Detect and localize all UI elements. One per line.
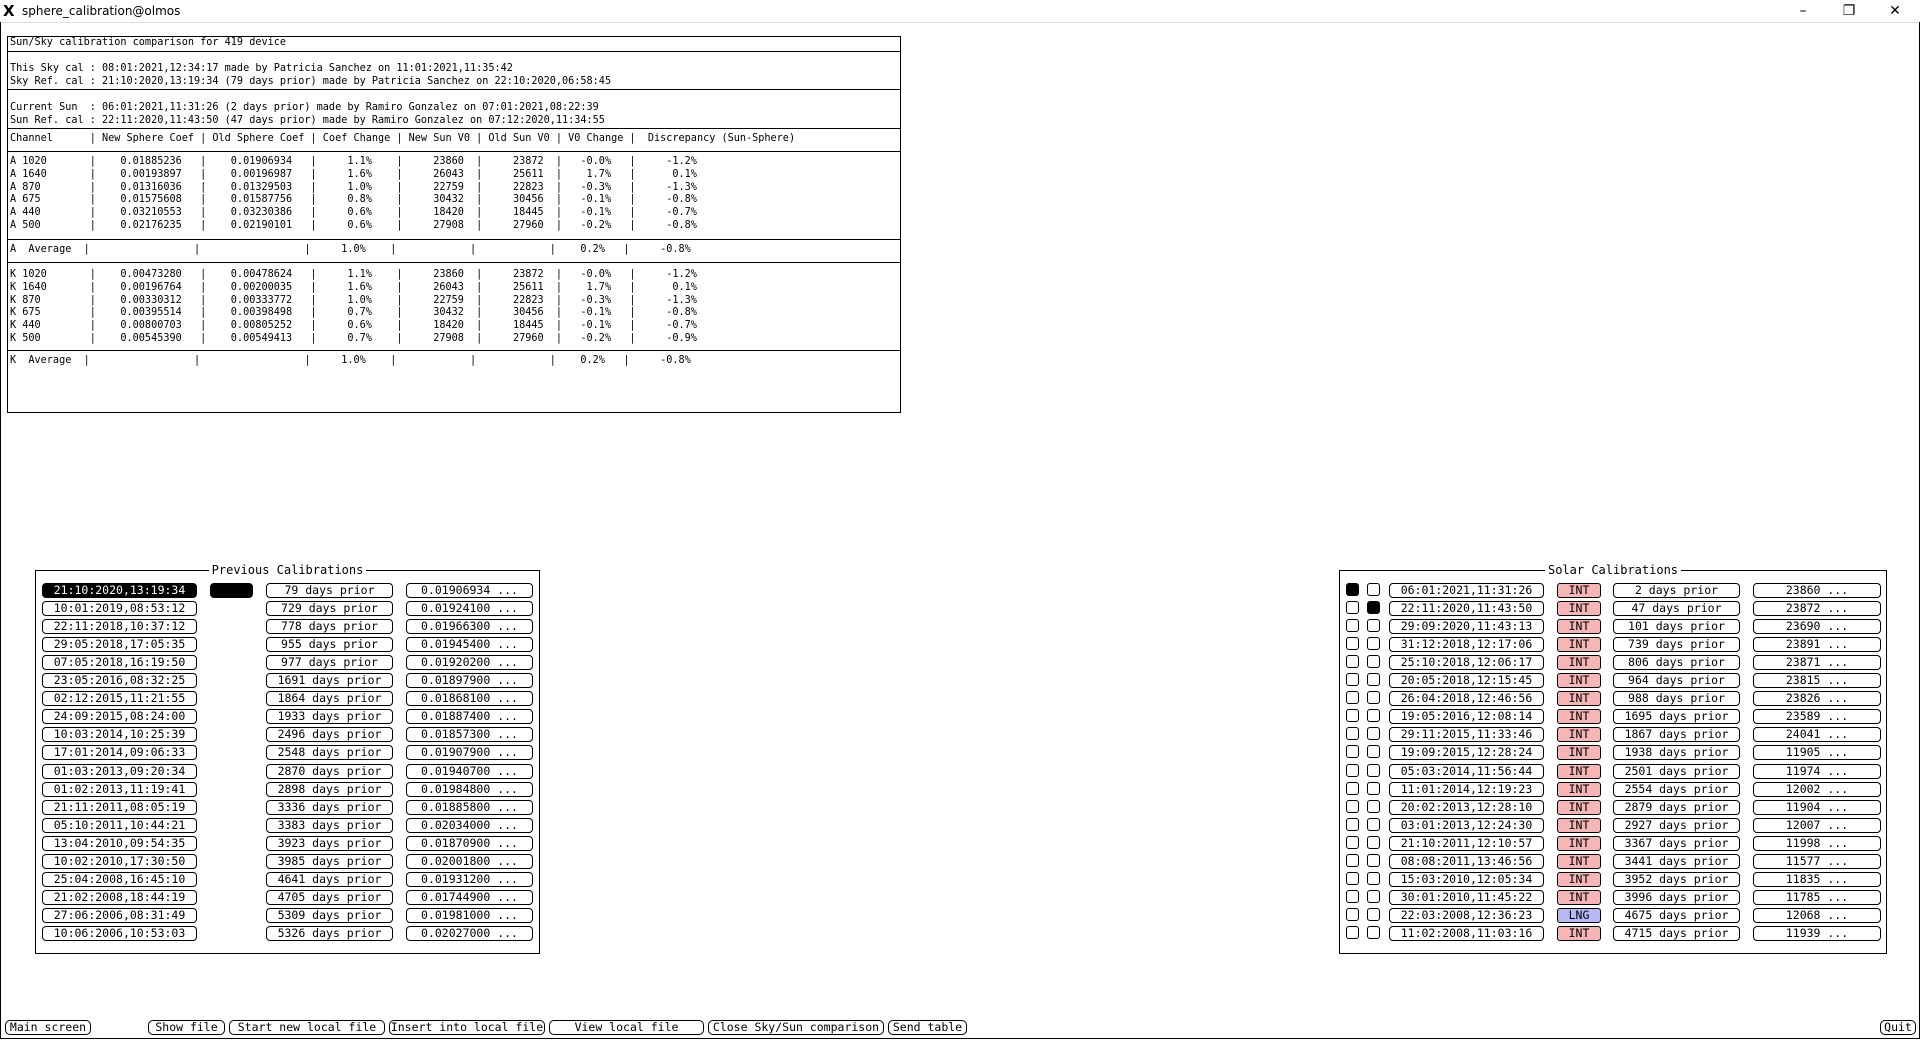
days-prior-label[interactable]: 3985 days prior (266, 854, 393, 869)
days-prior-label[interactable]: 3923 days prior (266, 836, 393, 851)
calibration-type-tag: INT (1557, 872, 1601, 887)
calibration-date-button[interactable]: 21:10:2020,13:19:34 (42, 583, 197, 598)
solar-calibration-row (1340, 691, 1884, 706)
solar-date-button[interactable]: 30:01:2010,11:45:22 (1389, 890, 1544, 905)
days-prior-label[interactable]: 2870 days prior (266, 764, 393, 779)
show-file-button[interactable]: Show file (148, 1020, 225, 1035)
sun-v0-button[interactable]: 24041 ... (1753, 727, 1881, 742)
minimize-icon[interactable]: – (1799, 3, 1807, 19)
solar-calibrations-title: Solar Calibrations (1547, 563, 1679, 577)
calibration-date-button[interactable]: 05:10:2011,10:44:21 (42, 818, 197, 833)
solar-date-button[interactable]: 20:05:2018,12:15:45 (1389, 673, 1544, 688)
reference-sun-radio[interactable] (1367, 691, 1380, 704)
solar-date-button[interactable]: 25:10:2018,12:06:17 (1389, 655, 1544, 670)
view-local-file-button[interactable]: View local file (549, 1020, 704, 1035)
reference-sun-radio[interactable] (1367, 637, 1380, 650)
close-sky-sun-comparison-button[interactable]: Close Sky/Sun comparison (708, 1020, 884, 1035)
solar-date-button[interactable]: 26:04:2018,12:46:56 (1389, 691, 1544, 706)
solar-calibration-row (1340, 854, 1884, 869)
k-average-row: K Average | | | 1.0% | | | 0.2% | -0.8% (10, 355, 691, 366)
a-average-row: A Average | | | 1.0% | | | 0.2% | -0.8% (10, 244, 691, 255)
previous-calibration-row (36, 764, 536, 779)
sun-v0-button[interactable]: 11577 ... (1753, 854, 1881, 869)
calibration-type-tag: INT (1557, 709, 1601, 724)
days-prior-label[interactable]: 3383 days prior (266, 818, 393, 833)
days-prior-label[interactable]: 3996 days prior (1613, 890, 1740, 905)
previous-calibration-row (36, 619, 536, 634)
sphere-coef-button[interactable]: 0.01857300 ... (406, 727, 533, 742)
sphere-coef-button[interactable]: 0.01744900 ... (406, 890, 533, 905)
reference-sun-radio[interactable] (1367, 854, 1380, 867)
current-sun-radio[interactable] (1346, 908, 1359, 921)
days-prior-label[interactable]: 5309 days prior (266, 908, 393, 923)
days-prior-label[interactable]: 4705 days prior (266, 890, 393, 905)
reference-sun-radio[interactable] (1367, 764, 1380, 777)
current-sun-radio[interactable] (1346, 619, 1359, 632)
solar-date-button[interactable]: 29:11:2015,11:33:46 (1389, 727, 1544, 742)
current-sun-radio[interactable] (1346, 890, 1359, 903)
sun-v0-button[interactable]: 23871 ... (1753, 655, 1881, 670)
reference-sun-radio[interactable] (1367, 709, 1380, 722)
sphere-coef-button[interactable]: 0.01870900 ... (406, 836, 533, 851)
sun-v0-button[interactable]: 11905 ... (1753, 745, 1881, 760)
days-prior-label[interactable]: 977 days prior (266, 655, 393, 670)
days-prior-label[interactable]: 2879 days prior (1613, 800, 1740, 815)
calibration-type-tag: INT (1557, 691, 1601, 706)
reference-sun-radio[interactable] (1367, 745, 1380, 758)
reference-sun-radio[interactable] (1367, 800, 1380, 813)
previous-calibration-row (36, 745, 536, 760)
sun-v0-button[interactable]: 11835 ... (1753, 872, 1881, 887)
days-prior-label[interactable]: 3336 days prior (266, 800, 393, 815)
calibration-date-button[interactable]: 01:03:2013,09:20:34 (42, 764, 197, 779)
days-prior-label[interactable]: 2548 days prior (266, 745, 393, 760)
days-prior-label[interactable]: 1695 days prior (1613, 709, 1740, 724)
solar-calibration-row (1340, 926, 1884, 941)
sun-v0-button[interactable]: 12007 ... (1753, 818, 1881, 833)
solar-calibration-row (1340, 908, 1884, 923)
days-prior-label[interactable]: 4715 days prior (1613, 926, 1740, 941)
days-prior-label[interactable]: 1867 days prior (1613, 727, 1740, 742)
main-screen-button[interactable]: Main screen (5, 1020, 91, 1035)
calibration-type-tag: INT (1557, 818, 1601, 833)
previous-calibration-row (36, 637, 536, 652)
k-channel-rows: K 1020 | 0.00473280 | 0.00478624 | 1.1% | 23860 | 23872 | -0.0% | -1.2% K 1640 | 0.00196764 | 0.00200035 | 1.6% | 26043 | 25611 | 1.7% | 0.1% K 870 | 0.00330312 | 0.00333772 | 1.0% | 22759 | 22823 | -0.3% | -1.3% K 675 | 0.00395514 | 0.00398498 | 0.7% | 30432 | 30456 | -0.1% | -0.8% K 440 | 0.00800703 | 0.00805252 | 0.6% | 18420 | 18445 | -0.1% | -0.7% K 500 | 0.00545390 | 0.00549413 | 0.7% | 27908 | 27960 | -0.2% | -0.9% (10, 269, 697, 344)
sphere-coef-button[interactable]: 0.01966300 ... (406, 619, 533, 634)
reference-sun-radio[interactable] (1367, 673, 1380, 686)
calibration-date-button[interactable]: 29:05:2018,17:05:35 (42, 637, 197, 652)
calibration-type-tag: INT (1557, 637, 1601, 652)
solar-calibration-row (1340, 727, 1884, 742)
days-prior-label[interactable]: 1864 days prior (266, 691, 393, 706)
solar-calibration-row (1340, 764, 1884, 779)
comparison-report (7, 36, 901, 413)
days-prior-label[interactable]: 955 days prior (266, 637, 393, 652)
calibration-date-button[interactable]: 10:01:2019,08:53:12 (42, 601, 197, 616)
solar-calibration-row (1340, 673, 1884, 688)
calibration-type-tag: INT (1557, 745, 1601, 760)
calibration-date-button[interactable]: 10:03:2014,10:25:39 (42, 727, 197, 742)
solar-date-button[interactable]: 22:03:2008,12:36:23 (1389, 908, 1544, 923)
sphere-coef-button[interactable]: 0.01906934 ... (406, 583, 533, 598)
previous-calibrations-panel (35, 563, 540, 954)
days-prior-label[interactable]: 3952 days prior (1613, 872, 1740, 887)
sun-v0-button[interactable]: 11939 ... (1753, 926, 1881, 941)
days-prior-label[interactable]: 2898 days prior (266, 782, 393, 797)
days-prior-label[interactable]: 5326 days prior (266, 926, 393, 941)
calibration-type-tag: INT (1557, 655, 1601, 670)
current-sun-radio[interactable] (1346, 601, 1359, 614)
report-title: Sun/Sky calibration comparison for 419 device (10, 37, 287, 48)
solar-date-button[interactable]: 05:03:2014,11:56:44 (1389, 764, 1544, 779)
current-sun-radio[interactable] (1346, 764, 1359, 777)
solar-calibration-row (1340, 836, 1884, 851)
current-sun-radio[interactable] (1346, 745, 1359, 758)
days-prior-label[interactable]: 964 days prior (1613, 673, 1740, 688)
days-prior-label[interactable]: 2554 days prior (1613, 782, 1740, 797)
days-prior-label[interactable]: 3441 days prior (1613, 854, 1740, 869)
previous-calibration-row (36, 854, 536, 869)
calibration-type-tag: INT (1557, 782, 1601, 797)
solar-calibration-row (1340, 655, 1884, 670)
days-prior-label[interactable]: 1933 days prior (266, 709, 393, 724)
days-prior-label[interactable]: 2501 days prior (1613, 764, 1740, 779)
calibration-date-button[interactable]: 02:12:2015,11:21:55 (42, 691, 197, 706)
reference-sun-radio[interactable] (1367, 836, 1380, 849)
current-sun-radio[interactable] (1346, 872, 1359, 885)
calibration-type-tag: LNG (1557, 908, 1601, 923)
sphere-coef-button[interactable]: 0.01984800 ... (406, 782, 533, 797)
solar-calibration-row (1340, 818, 1884, 833)
reference-sun-radio[interactable] (1367, 908, 1380, 921)
solar-date-button[interactable]: 15:03:2010,12:05:34 (1389, 872, 1544, 887)
reference-sun-radio[interactable] (1367, 727, 1380, 740)
days-prior-label[interactable]: 4675 days prior (1613, 908, 1740, 923)
calibration-type-tag: INT (1557, 854, 1601, 869)
calibration-date-button[interactable]: 24:09:2015,08:24:00 (42, 709, 197, 724)
previous-calibration-row (36, 890, 536, 905)
previous-calibration-row (36, 908, 536, 923)
calibration-date-button[interactable]: 10:02:2010,17:30:50 (42, 854, 197, 869)
sun-v0-button[interactable]: 23589 ... (1753, 709, 1881, 724)
solar-calibration-row (1340, 890, 1884, 905)
window-title: sphere_calibration@olmos (22, 4, 181, 18)
calibration-date-button[interactable]: 21:02:2008,18:44:19 (42, 890, 197, 905)
previous-calibration-row (36, 709, 536, 724)
sun-v0-button[interactable]: 12068 ... (1753, 908, 1881, 923)
close-icon[interactable]: ✕ (1889, 3, 1901, 19)
solar-calibration-row (1340, 601, 1884, 616)
sphere-coef-button[interactable]: 0.01885800 ... (406, 800, 533, 815)
current-sun-radio[interactable] (1346, 691, 1359, 704)
calibration-date-button[interactable]: 27:06:2006,08:31:49 (42, 908, 197, 923)
x-app-icon: X (3, 2, 15, 20)
current-sun-radio[interactable] (1346, 836, 1359, 849)
sphere-coef-button[interactable]: 0.02027000 ... (406, 926, 533, 941)
reference-sun-radio[interactable] (1367, 872, 1380, 885)
current-sun-radio[interactable] (1346, 926, 1359, 939)
reference-sun-radio[interactable] (1367, 890, 1380, 903)
sphere-coef-button[interactable]: 0.01887400 ... (406, 709, 533, 724)
current-sun-radio[interactable] (1346, 673, 1359, 686)
days-prior-label[interactable]: 2 days prior (1613, 583, 1740, 598)
current-sun-radio[interactable] (1346, 655, 1359, 668)
calibration-type-tag: INT (1557, 800, 1601, 815)
days-prior-label[interactable]: 1938 days prior (1613, 745, 1740, 760)
sun-v0-button[interactable]: 23872 ... (1753, 601, 1881, 616)
calibration-type-tag: INT (1557, 727, 1601, 742)
sun-v0-button[interactable]: 11998 ... (1753, 836, 1881, 851)
solar-date-button[interactable]: 11:01:2014,12:19:23 (1389, 782, 1544, 797)
previous-calibration-row (36, 601, 536, 616)
current-sun-radio[interactable] (1346, 818, 1359, 831)
days-prior-label[interactable]: 729 days prior (266, 601, 393, 616)
days-prior-label[interactable]: 4641 days prior (266, 872, 393, 887)
days-prior-label[interactable]: 101 days prior (1613, 619, 1740, 634)
calibration-type-tag: INT (1557, 764, 1601, 779)
restore-icon[interactable]: ❐ (1842, 3, 1856, 19)
calibration-date-button[interactable]: 13:04:2010,09:54:35 (42, 836, 197, 851)
days-prior-label[interactable]: 739 days prior (1613, 637, 1740, 652)
previous-calibration-row (36, 673, 536, 688)
previous-calibration-row (36, 818, 536, 833)
sphere-coef-button[interactable]: 0.01920200 ... (406, 655, 533, 670)
solar-calibration-row (1340, 583, 1884, 598)
sun-v0-button[interactable]: 11974 ... (1753, 764, 1881, 779)
calibration-type-tag: INT (1557, 926, 1601, 941)
solar-date-button[interactable]: 21:10:2011,12:10:57 (1389, 836, 1544, 851)
sphere-coef-button[interactable]: 0.01897900 ... (406, 673, 533, 688)
sphere-coef-button[interactable]: 0.02034000 ... (406, 818, 533, 833)
reference-sun-radio[interactable] (1367, 601, 1380, 614)
sphere-coef-button[interactable]: 0.01924100 ... (406, 601, 533, 616)
send-table-button[interactable]: Send table (888, 1020, 967, 1035)
reference-sun-radio[interactable] (1367, 655, 1380, 668)
previous-calibration-row (36, 836, 536, 851)
solar-calibrations-panel (1339, 563, 1887, 954)
reference-sun-radio[interactable] (1367, 619, 1380, 632)
reference-sun-radio[interactable] (1367, 926, 1380, 939)
current-sun-radio[interactable] (1346, 782, 1359, 795)
sphere-coef-button[interactable]: 0.01907900 ... (406, 745, 533, 760)
solar-calibration-row (1340, 800, 1884, 815)
calibration-type-tag: INT (1557, 890, 1601, 905)
previous-calibration-row (36, 691, 536, 706)
insert-into-local-file-button[interactable]: Insert into local file (390, 1020, 544, 1034)
sun-v0-button[interactable]: 23891 ... (1753, 637, 1881, 652)
solar-date-button[interactable]: 19:09:2015,12:28:24 (1389, 745, 1544, 760)
a-channel-rows: A 1020 | 0.01885236 | 0.01906934 | 1.1% | 23860 | 23872 | -0.0% | -1.2% A 1640 | 0.00193897 | 0.00196987 | 1.6% | 26043 | 25611 | 1.7% | 0.1% A 870 | 0.01316036 | 0.01329503 | 1.0% | 22759 | 22823 | -0.3% | -1.3% A 675 | 0.01575608 | 0.01587756 | 0.8% | 30432 | 30456 | -0.1% | -0.8% A 440 | 0.03210553 | 0.03230386 | 0.6% | 18420 | 18445 | -0.1% | -0.7% A 500 | 0.02176235 | 0.02190101 | 0.6% | 27908 | 27960 | -0.2% | -0.8% (10, 156, 697, 231)
solar-date-button[interactable]: 08:08:2011,13:46:56 (1389, 854, 1544, 869)
solar-calibration-row (1340, 709, 1884, 724)
sun-v0-button[interactable]: 11785 ... (1753, 890, 1881, 905)
current-sun-radio[interactable] (1346, 583, 1359, 596)
sphere-coef-button[interactable]: 0.01981000 ... (406, 908, 533, 923)
calibration-type-tag: INT (1557, 619, 1601, 634)
sun-v0-button[interactable]: 23815 ... (1753, 673, 1881, 688)
previous-calibration-row (36, 782, 536, 797)
sun-v0-button[interactable]: 23826 ... (1753, 691, 1881, 706)
sphere-coef-button[interactable]: 0.01940700 ... (406, 764, 533, 779)
solar-date-button[interactable]: 31:12:2018,12:17:06 (1389, 637, 1544, 652)
calibration-date-button[interactable]: 25:04:2008,16:45:10 (42, 872, 197, 887)
current-sun-radio[interactable] (1346, 727, 1359, 740)
calibration-date-button[interactable]: 07:05:2018,16:19:50 (42, 655, 197, 670)
sphere-coef-button[interactable]: 0.01945400 ... (406, 637, 533, 652)
calibration-date-button[interactable]: 10:06:2006,10:53:03 (42, 926, 197, 941)
days-prior-label[interactable]: 778 days prior (266, 619, 393, 634)
days-prior-label[interactable]: 1691 days prior (266, 673, 393, 688)
solar-date-button[interactable]: 22:11:2020,11:43:50 (1389, 601, 1544, 616)
sphere-coef-button[interactable]: 0.01868100 ... (406, 691, 533, 706)
previous-calibration-row (36, 800, 536, 815)
days-prior-label[interactable]: 3367 days prior (1613, 836, 1740, 851)
solar-calibration-row (1340, 872, 1884, 887)
previous-calibration-row (36, 727, 536, 742)
current-sun-radio[interactable] (1346, 800, 1359, 813)
days-prior-label[interactable]: 2496 days prior (266, 727, 393, 742)
calibration-date-button[interactable]: 21:11:2011,08:05:19 (42, 800, 197, 815)
calibration-type-tag: INT (1557, 583, 1601, 598)
days-prior-label[interactable]: 806 days prior (1613, 655, 1740, 670)
previous-calibration-row (36, 926, 536, 941)
days-prior-label[interactable]: 79 days prior (266, 583, 393, 598)
calibration-type-tag: INT (1557, 836, 1601, 851)
calibration-date-button[interactable]: 17:01:2014,09:06:33 (42, 745, 197, 760)
sun-v0-button[interactable]: 23860 ... (1753, 583, 1881, 598)
solar-date-button[interactable]: 11:02:2008,11:03:16 (1389, 926, 1544, 941)
solar-calibration-row (1340, 637, 1884, 652)
calibration-date-button[interactable]: 01:02:2013,11:19:41 (42, 782, 197, 797)
solar-calibration-row (1340, 619, 1884, 634)
solar-calibration-row (1340, 782, 1884, 797)
solar-date-button[interactable]: 03:01:2013,12:24:30 (1389, 818, 1544, 833)
calibration-type-tag: INT (1557, 601, 1601, 616)
previous-calibrations-title: Previous Calibrations (211, 563, 364, 577)
solar-date-button[interactable]: 20:02:2013,12:28:10 (1389, 800, 1544, 815)
solar-date-button[interactable]: 06:01:2021,11:31:26 (1389, 583, 1544, 598)
sphere-coef-button[interactable]: 0.02001800 ... (406, 854, 533, 869)
start-new-local-file-button[interactable]: Start new local file (229, 1020, 385, 1035)
sun-v0-button[interactable]: 12002 ... (1753, 782, 1881, 797)
current-sun-radio[interactable] (1346, 709, 1359, 722)
calibration-date-button[interactable]: 23:05:2016,08:32:25 (42, 673, 197, 688)
solar-date-button[interactable]: 29:09:2020,11:43:13 (1389, 619, 1544, 634)
solar-date-button[interactable]: 19:05:2016,12:08:14 (1389, 709, 1544, 724)
calibration-date-button[interactable]: 22:11:2018,10:37:12 (42, 619, 197, 634)
days-prior-label[interactable]: 47 days prior (1613, 601, 1740, 616)
sphere-coef-button[interactable]: 0.01931200 ... (406, 872, 533, 887)
table-header: Channel | New Sphere Coef | Old Sphere Coef | Coef Change | New Sun V0 | Old Sun V0 | V0 Change | Discrepancy (Sun-Sphere) (10, 133, 796, 144)
solar-calibration-row (1340, 745, 1884, 760)
reference-sun-radio[interactable] (1367, 818, 1380, 831)
sun-v0-button[interactable]: 11904 ... (1753, 800, 1881, 815)
calibration-type-tag: INT (1557, 673, 1601, 688)
quit-button[interactable]: Quit (1880, 1020, 1916, 1035)
current-sun-radio[interactable] (1346, 637, 1359, 650)
current-sun-radio[interactable] (1346, 854, 1359, 867)
previous-calibration-row (36, 655, 536, 670)
previous-calibration-row (36, 872, 536, 887)
sky-cal-info: This Sky cal : 08:01:2021,12:34:17 made by Patricia Sanchez on 11:01:2021,11:35:42 Sky Ref. cal : 21:10:2020,13:19:34 (79 days prior) made by Patricia Sanchez on 22:10:2020,06:58:45 (10, 63, 612, 87)
previous-calibration-row (36, 583, 536, 598)
sun-cal-info: Current Sun : 06:01:2021,11:31:26 (2 days prior) made by Ramiro Gonzalez on 07:01:2021,08:22:39 Sun Ref. cal : 22:11:2020,11:43:50 (47 days prior) made by Ramiro Gonzalez on 07:12:2020,11:34:55 (10, 102, 605, 126)
selected-indicator (210, 583, 253, 598)
sun-v0-button[interactable]: 23690 ... (1753, 619, 1881, 634)
title-bar (0, 0, 1920, 23)
days-prior-label[interactable]: 2927 days prior (1613, 818, 1740, 833)
reference-sun-radio[interactable] (1367, 583, 1380, 596)
reference-sun-radio[interactable] (1367, 782, 1380, 795)
days-prior-label[interactable]: 988 days prior (1613, 691, 1740, 706)
